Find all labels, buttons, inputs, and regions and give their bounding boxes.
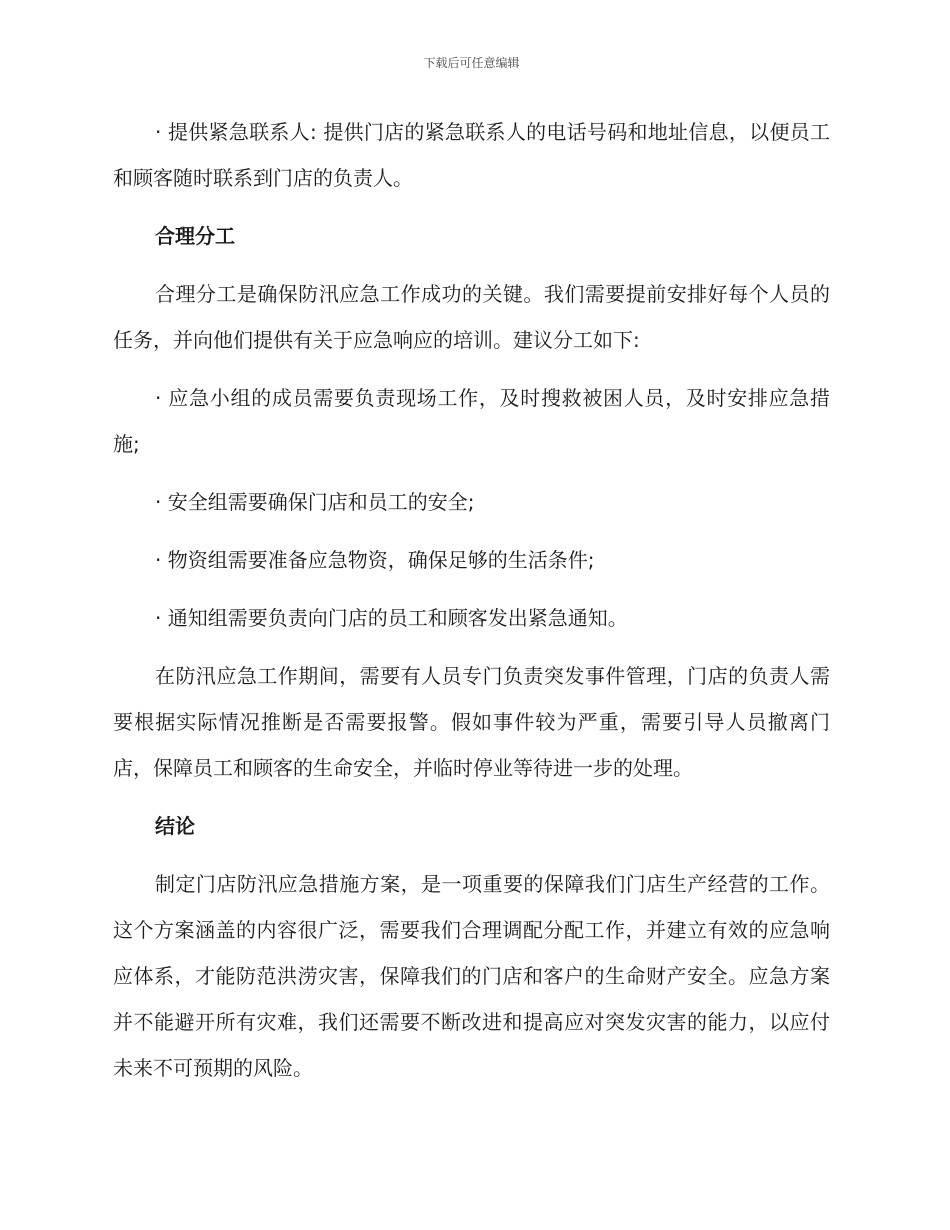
section-heading-conclusion: 结论 — [155, 814, 195, 838]
paragraph-safety-team: · 安全组需要确保门店和员工的安全; — [155, 490, 475, 514]
paragraph-notification-team: · 通知组需要负责向门店的员工和顾客发出紧急通知。 — [155, 606, 628, 630]
document-body — [113, 75, 830, 1091]
section-heading-division-of-labor: 合理分工 — [155, 224, 235, 248]
paragraph-emergency-team: · 应急小组的成员需要负责现场工作，及时搜救被困人员，及时安排应急措施; — [113, 386, 830, 456]
paragraph-conclusion: 制定门店防汛应急措施方案，是一项重要的保障我们门店生产经营的工作。这个方案涵盖的内容很广泛，需要我们合理调配分配工作，并建立有效的应急响应体系，才能防范洪涝灾害，保障我们的门店和客户的生命财产安全。应急方案并不能避开所有灾难，我们还需要不断改进和提高应对突发灾害的能力，以应付未来不可预期的风险。 — [113, 872, 830, 1080]
paragraph-incident-management: 在防汛应急工作期间，需要有人员专门负责突发事件管理，门店的负责人需要根据实际情况推断是否需要报警。假如事件较为严重，需要引导人员撤离门店，保障员工和顾客的生命安全，并临时停业等待进一步的处理。 — [113, 664, 830, 780]
page-header: 下载后可任意编辑 — [423, 56, 520, 70]
paragraph-emergency-contact: · 提供紧急联系人: 提供门店的紧急联系人的电话号码和地址信息，以便员工和顾客随时联系到门店的负责人。 — [113, 120, 830, 190]
paragraph-division-intro: 合理分工是确保防汛应急工作成功的关键。我们需要提前安排好每个人员的任务，并向他们提供有关于应急响应的培训。建议分工如下: — [113, 282, 830, 352]
paragraph-supplies-team: · 物资组需要准备应急物资，确保足够的生活条件; — [155, 548, 595, 572]
